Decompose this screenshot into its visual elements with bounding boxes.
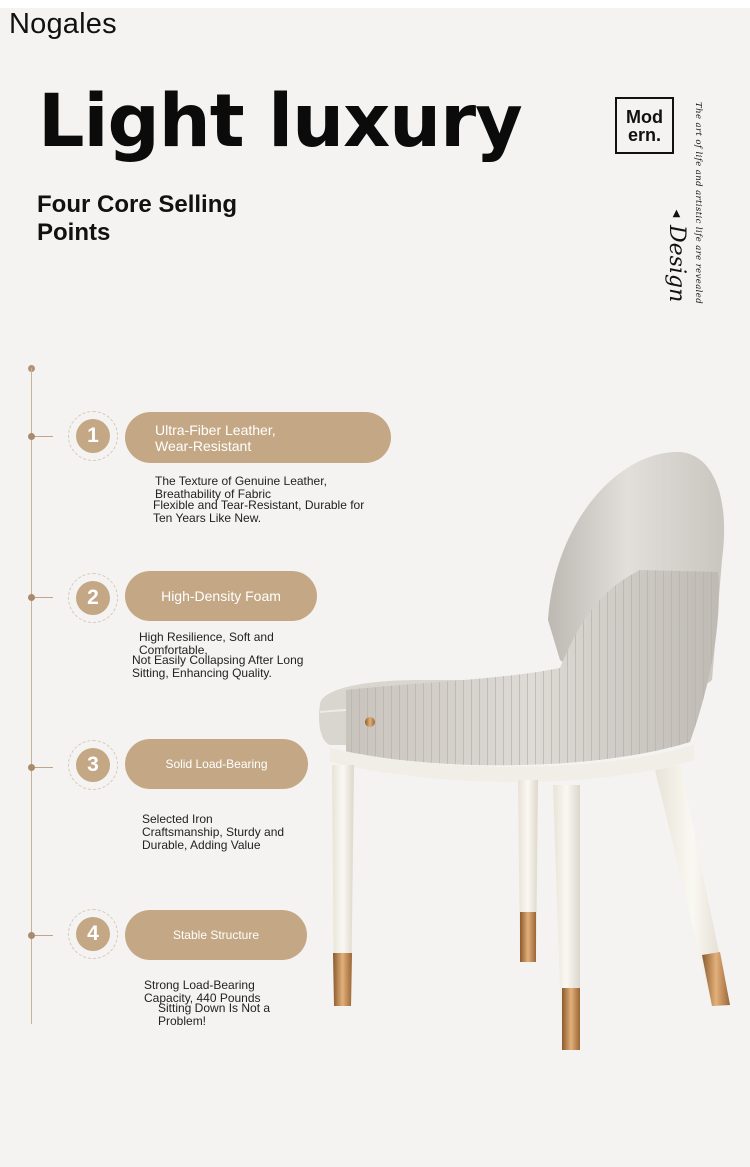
feature-3-title: Solid Load-Bearing (165, 757, 268, 771)
feature-4-desc-1: Strong Load-Bearing Capacity, 440 Pounds (144, 978, 261, 1005)
number-badge-1: 1 (76, 419, 110, 453)
chair-shell (346, 570, 719, 765)
logo-line-2: ern. (627, 124, 661, 145)
front-leg-left-cap (333, 953, 352, 1006)
subhead: Four Core Selling Points (37, 191, 238, 246)
feature-1-title: Ultra-Fiber Leather, Wear-Resistant (155, 421, 276, 454)
feature-2-pill (125, 571, 317, 621)
number-badge-4: 4 (76, 917, 110, 951)
tick-dot (28, 594, 35, 601)
feature-3-pill (125, 739, 308, 789)
feature-3-desc-1: Selected Iron Craftsmanship, Sturdy and Durable, Adding Value (142, 812, 285, 852)
feature-4-desc-2: Sitting Down Is Not a Problem! (158, 1001, 271, 1028)
feature-2-desc-1: High Resilience, Soft and Comfortable, (139, 630, 274, 657)
brand-name: Nogales (9, 8, 117, 40)
tick-dot (28, 764, 35, 771)
tick-dot (28, 932, 35, 939)
feature-4-pill (125, 910, 307, 960)
design-label: Design (664, 225, 689, 303)
headline: Light luxury (38, 79, 522, 164)
number-badge-2: 2 (76, 581, 110, 615)
chair-illustration (300, 440, 750, 1060)
front-leg-right-cap (562, 988, 580, 1050)
triangle-icon: ▲ (671, 208, 682, 219)
logo-line-1: Mod (626, 106, 663, 127)
tick-dot (28, 433, 35, 440)
gold-button-icon (365, 717, 375, 727)
feature-1-desc-1: The Texture of Genuine Leather, Breathability of Fabric (155, 474, 327, 501)
feature-2-desc-2: Not Easily Collapsing After Long Sitting, Enhancing Quality. (132, 653, 304, 680)
timeline-tick-1 (31, 436, 53, 437)
feature-1-desc-2: Flexible and Tear-Resistant, Durable for Ten Years Like New. (153, 498, 365, 525)
top-strip (0, 0, 750, 8)
design-label-group (664, 208, 689, 302)
tagline: The art of life and artistic life are revealed (693, 102, 703, 305)
timeline-tick-3 (31, 767, 53, 768)
back-leg-left-cap (520, 912, 536, 962)
feature-2-title: High-Density Foam (161, 588, 281, 604)
timeline-tick-4 (31, 935, 53, 936)
number-badge-3: 3 (76, 748, 110, 782)
modern-logo (615, 97, 674, 154)
timeline-line (31, 368, 32, 1024)
feature-4-title: Stable Structure (172, 928, 260, 942)
timeline-tick-2 (31, 597, 53, 598)
